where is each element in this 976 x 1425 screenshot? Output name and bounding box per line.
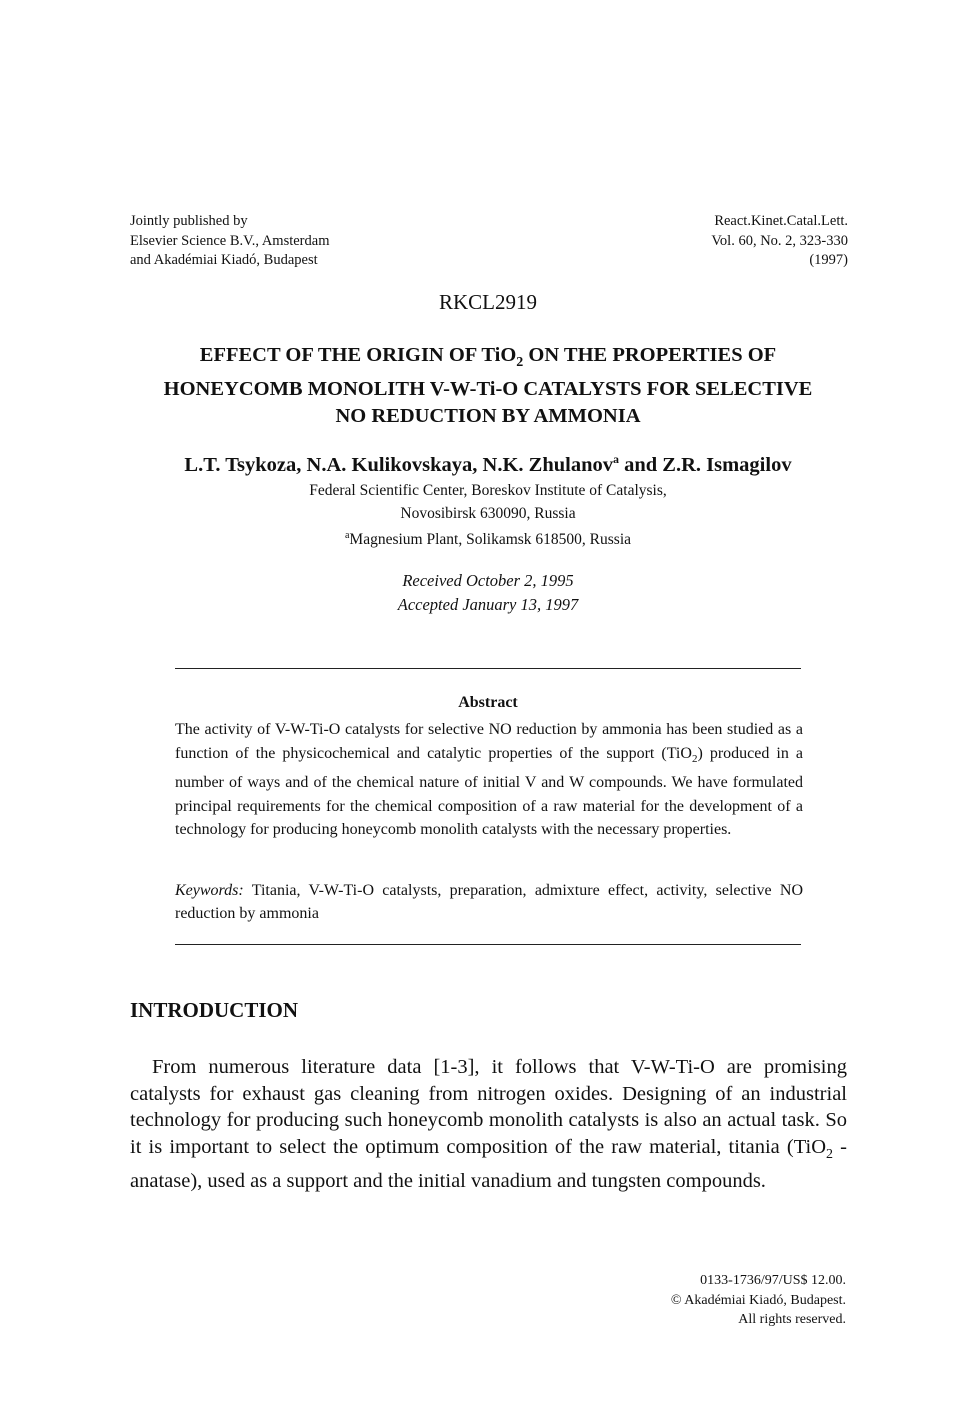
copyright: © Akadémiai Kiadó, Budapest. xyxy=(670,1292,846,1308)
submission-dates xyxy=(0,569,976,617)
publisher-line: Jointly published by xyxy=(130,213,248,229)
journal-volume: Vol. 60, No. 2, 323-330 xyxy=(711,232,848,249)
affiliation-mark: a xyxy=(344,530,350,541)
copyright-footer xyxy=(671,1271,846,1330)
abstract-bottom-rule xyxy=(175,944,801,945)
accepted-date: Accepted January 13, 1997 xyxy=(397,595,579,614)
abstract-text xyxy=(175,718,803,842)
author-names: and Z.R. Ismagilov xyxy=(618,453,792,476)
introduction-subscript: 2 xyxy=(826,1146,834,1162)
journal-citation xyxy=(711,212,848,271)
article-code: RKCL2919 xyxy=(438,290,537,314)
authors xyxy=(0,452,976,477)
abstract-body: ) produced in a number of ways and of the chemical nature of initial V and W compounds. We have formulated principal requirements for the chemical composition of a raw material for the development of a technology for producing honeycomb monolith catalysts with the necessary properties. xyxy=(175,744,804,839)
abstract-top-rule xyxy=(175,668,801,669)
affiliations xyxy=(0,480,976,552)
journal-year: (1997) xyxy=(809,252,848,268)
keywords-label: Keywords: xyxy=(175,882,244,899)
introduction-paragraph xyxy=(130,1054,847,1195)
issn-price: 0133-1736/97/US$ 12.00. xyxy=(700,1273,846,1288)
journal-name: React.Kinet.Catal.Lett. xyxy=(714,213,848,229)
title-subscript: 2 xyxy=(516,355,524,371)
publisher-info xyxy=(130,212,329,271)
author-names: L.T. Tsykoza, N.A. Kulikovskaya, N.K. Zhulanov xyxy=(184,453,613,476)
affiliation-line: Novosibirsk 630090, Russia xyxy=(400,504,576,522)
keywords xyxy=(175,879,803,925)
abstract-subscript: 2 xyxy=(691,752,698,765)
abstract-body: The activity of V-W-Ti-O catalysts for selective NO reduction by ammonia has been studied as a function of the physicochemical and catalytic properties of the support (TiO xyxy=(175,721,803,762)
affiliation-line: Federal Scientific Center, Boreskov Institute of Catalysis, xyxy=(309,482,667,499)
title-text: HONEYCOMB MONOLITH V-W-Ti-O CATALYSTS FOR SELECTIVE xyxy=(163,378,813,401)
article-title xyxy=(110,342,866,430)
author-affil-mark: a xyxy=(612,452,619,466)
title-text: ON THE PROPERTIES OF xyxy=(523,344,777,366)
title-text: NO REDUCTION BY AMMONIA xyxy=(335,405,641,428)
introduction-text: From numerous literature data [1-3], it follows that V-W-Ti-O are promising catalysts for exhaust gas cleaning from nitrogen oxides. Designing of an industrial technology for producing such honeycomb monolith catalysts is also an actual task. So it is important to select the optimum composition of the raw material, titania (TiO xyxy=(130,1056,847,1158)
introduction-heading: INTRODUCTION xyxy=(130,998,299,1022)
affiliation-line: Magnesium Plant, Solikamsk 618500, Russia xyxy=(349,531,632,549)
publisher-line: Elsevier Science B.V., Amsterdam xyxy=(130,232,330,249)
introduction-text: - anatase), used as a support and the initial vanadium and tungsten compounds. xyxy=(130,1135,848,1193)
received-date: Received October 2, 1995 xyxy=(402,571,574,590)
publisher-line: and Akadémiai Kiadó, Budapest xyxy=(130,252,318,268)
keywords-text: Titania, V-W-Ti-O catalysts, preparation, admixture effect, activity, selective NO reduction by ammonia xyxy=(175,882,803,922)
title-text: EFFECT OF THE ORIGIN OF TiO xyxy=(199,344,517,366)
rights: All rights reserved. xyxy=(738,1312,846,1327)
abstract-heading: Abstract xyxy=(458,694,518,711)
